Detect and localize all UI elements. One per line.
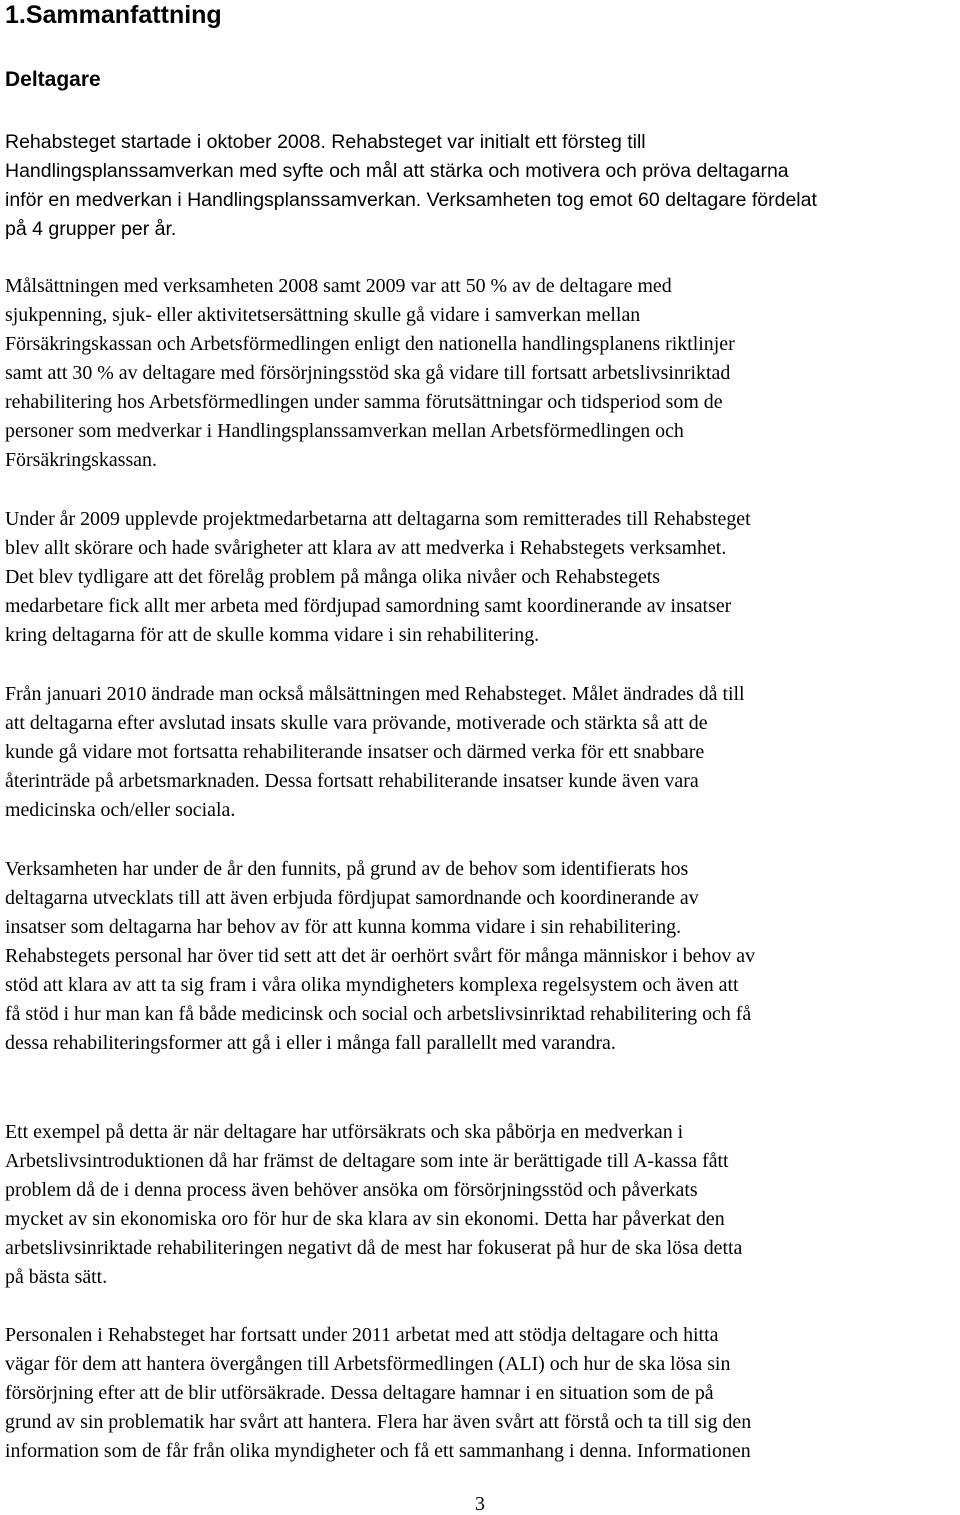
- text-line: på bästa sätt.: [5, 1266, 108, 1288]
- text-line: information som de får från olika myndigheter och få ett sammanhang i denna. Informationen: [5, 1440, 751, 1462]
- paragraph: [5, 1118, 960, 1292]
- text-line: mycket av sin ekonomiska oro för hur de ska klara av sin ekonomi. Detta har påverkat den: [5, 1208, 725, 1230]
- text-line: Rehabstegets personal har över tid sett att det är oerhört svårt för många människor i behov av: [5, 945, 756, 967]
- text-line: Under år 2009 upplevde projektmedarbetarna att deltagarna som remitterades till Rehabsteget: [5, 508, 751, 530]
- text-line: Rehabsteget startade i oktober 2008. Rehabsteget var initialt ett försteg till: [5, 131, 646, 153]
- text-line: att deltagarna efter avslutad insats skulle vara prövande, motiverade och stärkta så att de: [5, 712, 708, 734]
- text-line: Det blev tydligare att det förelåg problem på många olika nivåer och Rehabstegets: [5, 566, 661, 588]
- paragraph: [5, 855, 960, 942]
- subsection-title: Deltagare: [5, 68, 101, 91]
- text-line: Arbetslivsintroduktionen då har främst de deltagare som inte är berättigade till A-kassa fått: [5, 1150, 729, 1172]
- paragraph: [5, 942, 960, 1058]
- text-line: Målsättningen med verksamheten 2008 samt 2009 var att 50 % av de deltagare med: [5, 275, 672, 297]
- text-line: inför en medverkan i Handlingsplanssamverkan. Verksamheten tog emot 60 deltagare fördelat: [5, 189, 817, 211]
- text-line: grund av sin problematik har svårt att hantera. Flera har även svårt att förstå och ta till sig den: [5, 1411, 752, 1433]
- text-line: Från januari 2010 ändrade man också målsättningen med Rehabsteget. Målet ändrades då till: [5, 683, 745, 705]
- text-line: personer som medverkar i Handlingsplanssamverkan mellan Arbetsförmedlingen och: [5, 420, 684, 442]
- text-line: Personalen i Rehabsteget har fortsatt under 2011 arbetat med att stödja deltagare och hitta: [5, 1324, 719, 1346]
- text-line: samt att 30 % av deltagare med försörjningsstöd ska gå vidare till fortsatt arbetslivsinriktad: [5, 362, 731, 384]
- paragraph: [5, 272, 960, 475]
- text-line: Handlingsplanssamverkan med syfte och mål att stärka och motivera och pröva deltagarna: [5, 160, 789, 182]
- text-line: stöd att klara av att ta sig fram i våra olika myndigheters komplexa regelsystem och även att: [5, 974, 739, 996]
- paragraph: [5, 128, 960, 244]
- paragraph: [5, 1321, 960, 1466]
- text-line: vägar för dem att hantera övergången till Arbetsförmedlingen (ALI) och hur de ska lösa sin: [5, 1353, 731, 1375]
- section-title: 1.Sammanfattning: [5, 1, 222, 29]
- text-line: blev allt skörare och hade svårigheter att klara av att medverka i Rehabstegets verksamhet.: [5, 537, 727, 559]
- text-line: få stöd i hur man kan få både medicinsk och social och arbetslivsinriktad rehabilitering och få: [5, 1003, 752, 1025]
- text-line: medicinska och/eller sociala.: [5, 799, 236, 821]
- paragraph: [5, 505, 960, 650]
- text-line: Försäkringskassan och Arbetsförmedlingen enligt den nationella handlingsplanens riktlinjer: [5, 333, 735, 355]
- text-line: återinträde på arbetsmarknaden. Dessa fortsatt rehabiliterande insatser kunde även vara: [5, 770, 699, 792]
- text-line: problem då de i denna process även behöver ansöka om försörjningsstöd och påverkats: [5, 1179, 698, 1201]
- text-line: på 4 grupper per år.: [5, 218, 177, 240]
- text-line: medarbetare fick allt mer arbeta med fördjupad samordning samt koordinerande av insatser: [5, 595, 732, 617]
- text-line: rehabilitering hos Arbetsförmedlingen under samma förutsättningar och tidsperiod som de: [5, 391, 723, 413]
- text-line: deltagarna utvecklats till att även erbjuda fördjupat samordnande och koordinerande av: [5, 887, 699, 909]
- page-number: 3: [475, 1493, 485, 1515]
- text-line: kring deltagarna för att de skulle komma vidare i sin rehabilitering.: [5, 624, 540, 646]
- text-line: sjukpenning, sjuk- eller aktivitetsersättning skulle gå vidare i samverkan mellan: [5, 304, 641, 326]
- text-line: dessa rehabiliteringsformer att gå i eller i många fall parallellt med varandra.: [5, 1032, 616, 1054]
- text-line: Ett exempel på detta är när deltagare har utförsäkrats och ska påbörja en medverkan i: [5, 1121, 684, 1143]
- text-line: Försäkringskassan.: [5, 449, 157, 471]
- text-line: insatser som deltagarna har behov av för att kunna komma vidare i sin rehabilitering.: [5, 916, 682, 938]
- text-line: försörjning efter att de blir utförsäkrade. Dessa deltagare hamnar i en situation som de på: [5, 1382, 714, 1404]
- text-line: kunde gå vidare mot fortsatta rehabiliterande insatser och därmed verka för ett snabbare: [5, 741, 705, 763]
- text-line: Verksamheten har under de år den funnits, på grund av de behov som identifierats hos: [5, 858, 689, 880]
- text-line: arbetslivsinriktade rehabiliteringen negativt då de mest har fokuserat på hur de ska lösa detta: [5, 1237, 743, 1259]
- paragraph: [5, 680, 960, 825]
